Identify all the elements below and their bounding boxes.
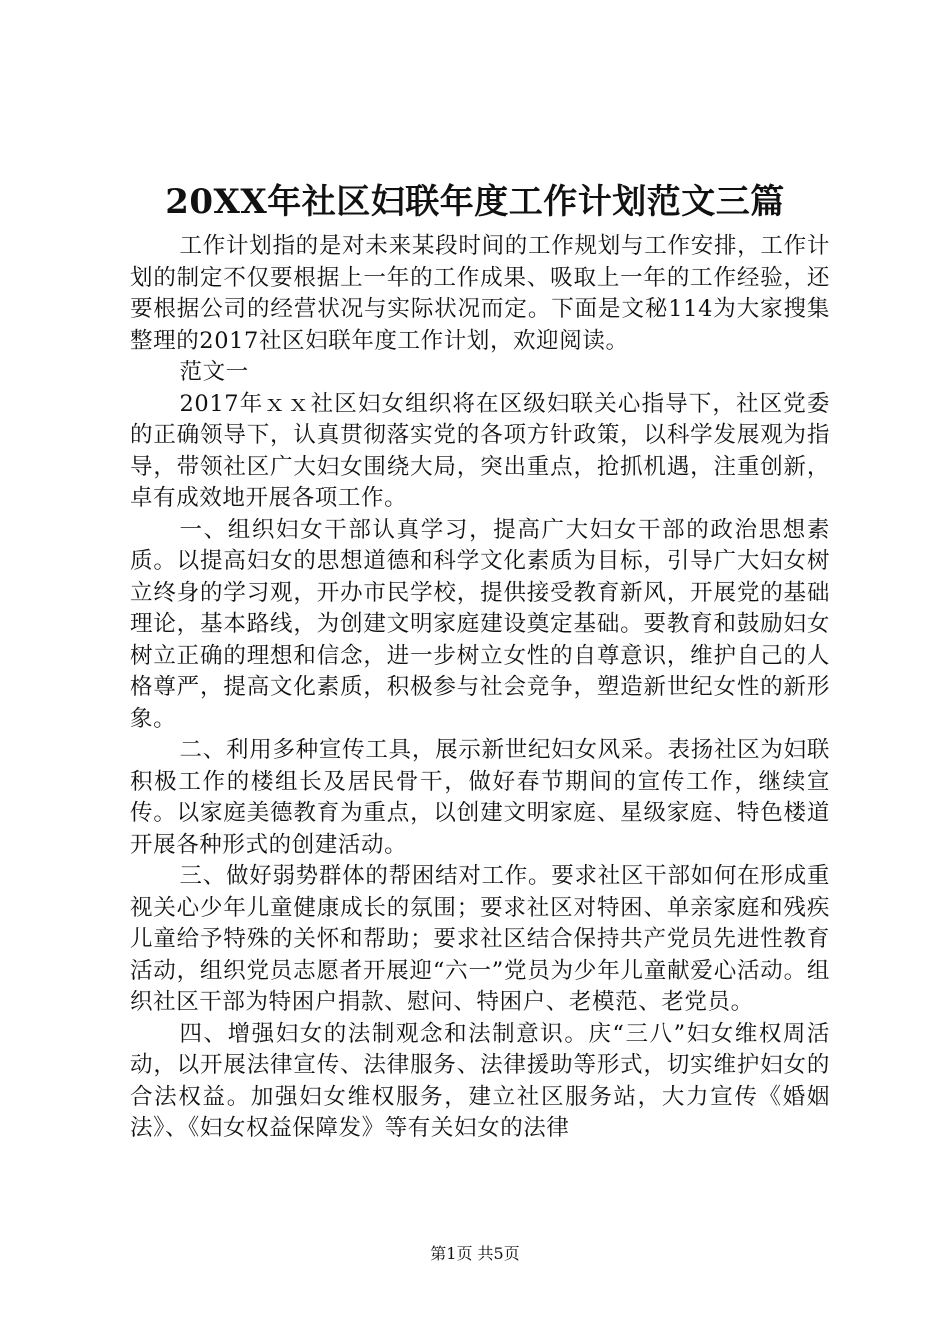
document-body	[130, 231, 830, 1145]
page-number-footer: 第1页 共5页	[430, 1244, 520, 1263]
item-four-paragraph: 四、增强妇女的法制观念和法制意识。庆“三八”妇女维权周活动，以开展法律宣传、法律服务、法律援助等形式，切实维护妇女的合法权益。加强妇女维权服务，建立社区服务站，大力宣传《婚姻法》、《妇女权益保障发》等有关妇女的法律	[130, 1020, 830, 1141]
overview-paragraph: 2017年ｘｘ社区妇女组织将在区级妇联关心指导下，社区党委的正确领导下，认真贯彻落实党的各项方针政策，以科学发展观为指导，带领社区广大妇女围绕大局，突出重点，抢抓机遇，注重创新，卓有成效地开展各项工作。	[130, 390, 830, 511]
section-heading-sample-one: 范文一	[179, 359, 249, 385]
document-title: 20XX年社区妇联年度工作计划范文三篇	[165, 182, 785, 222]
item-three-paragraph: 三、做好弱势群体的帮困结对工作。要求社区干部如何在形成重视关心少年儿童健康成长的氛围；要求社区对特困、单亲家庭和残疾儿童给予特殊的关怀和帮助；要求社区结合保持共产党员先进性教育活动，组织党员志愿者开展迎“六一”党员为少年儿童献爱心活动。组织社区干部为特困户捐款、慰问、特困户、老模范、老党员。	[130, 863, 830, 1015]
item-one-paragraph: 一、组织妇女干部认真学习，提高广大妇女干部的政治思想素质。以提高妇女的思想道德和科学文化素质为目标，引导广大妇女树立终身的学习观，开办市民学校，提供接受教育新风，开展党的基础理论，基本路线，为创建文明家庭建设奠定基础。要教育和鼓励妇女树立正确的理想和信念，进一步树立女性的自尊意识，维护自己的人格尊严，提高文化素质，积极参与社会竞争，塑造新世纪女性的新形象。	[130, 516, 830, 732]
item-two-paragraph: 二、利用多种宣传工具，展示新世纪妇女风采。表扬社区为妇联积极工作的楼组长及居民骨干，做好春节期间的宣传工作，继续宣传。以家庭美德教育为重点，以创建文明家庭、星级家庭、特色楼道开展各种形式的创建活动。	[130, 737, 830, 858]
intro-paragraph: 工作计划指的是对未来某段时间的工作规划与工作安排，工作计划的制定不仅要根据上一年的工作成果、吸取上一年的工作经验，还要根据公司的经营状况与实际状况而定。下面是文秘114为大家搜集整理的2017社区妇联年度工作计划，欢迎阅读。	[130, 233, 830, 354]
